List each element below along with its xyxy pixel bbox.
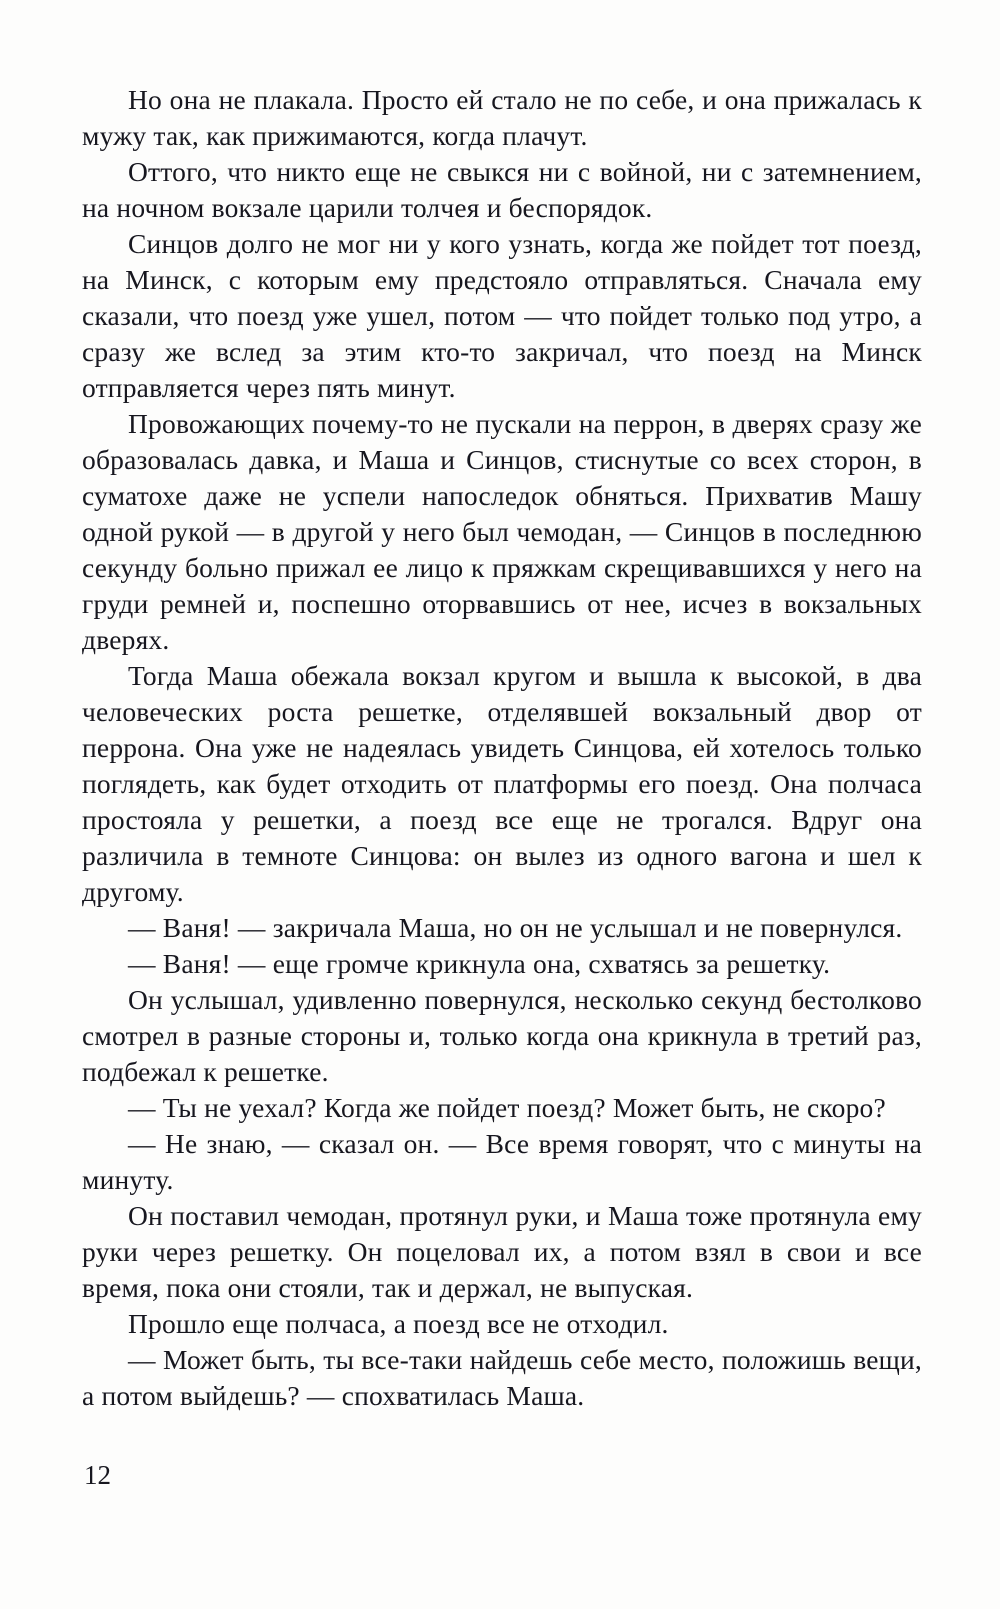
paragraph: — Ваня! — закричала Маша, но он не услышал и не повернулся.	[128, 912, 903, 943]
paragraph: Он поставил чемодан, протянул руки, и Маша тоже протянула ему руки через решетку. Он поцеловал их, а потом взял в свои и все время, пока они стояли, так и держал, не выпуская.	[82, 1200, 922, 1303]
paragraph: — Может быть, ты все-таки найдешь себе место, положишь вещи, а потом выйдешь? — спохватилась Маша.	[82, 1344, 922, 1411]
paragraph: — Ты не уехал? Когда же пойдет поезд? Может быть, не скоро?	[128, 1092, 886, 1123]
paragraph: Провожающих почему-то не пускали на перрон, в дверях сразу же образовалась давка, и Маша и Синцов, стиснутые со всех сторон, в суматохе даже не успели напоследок обняться. Прихватив Машу одной рукой — в другой у него был чемодан, — Синцов в последнюю секунду больно прижал ее лицо к пряжкам скрещивавшихся у него на груди ремней и, поспешно оторвавшись от нее, исчез в вокзальных дверях.	[82, 408, 922, 655]
paragraph: Он услышал, удивленно повернулся, несколько секунд бестолково смотрел в разные стороны и, только когда она крикнула в третий раз, подбежал к решетке.	[82, 984, 922, 1087]
paragraph: — Ваня! — еще громче крикнула она, схватясь за решетку.	[128, 948, 831, 979]
paragraph: Тогда Маша обежала вокзал кругом и вышла к высокой, в два человеческих роста решетке, отделявшей вокзальный двор от перрона. Она уже не надеялась увидеть Синцова, ей хотелось только поглядеть, как будет отходить от платформы его поезд. Она полчаса простояла у решетки, а поезд все еще не трогался. Вдруг она различила в темноте Синцова: он вылез из одного вагона и шел к другому.	[82, 660, 922, 907]
text-block	[82, 82, 922, 1414]
paragraph: Прошло еще полчаса, а поезд все не отходил.	[128, 1308, 669, 1339]
paragraph: Синцов долго не мог ни у кого узнать, когда же пойдет тот поезд, на Минск, с которым ему предстояло отправляться. Сначала ему сказали, что поезд уже ушел, потом — что пойдет только под утро, а сразу же вслед за этим кто-то закричал, что поезд на Минск отправляется через пять минут.	[82, 228, 922, 403]
paragraph: Но она не плакала. Просто ей стало не по себе, и она прижалась к мужу так, как прижимаются, когда плачут.	[82, 84, 922, 151]
paragraph: — Не знаю, — сказал он. — Все время говорят, что с минуты на минуту.	[82, 1128, 922, 1195]
page-number: 12	[84, 1460, 111, 1490]
paragraph: Оттого, что никто еще не свыкся ни с войной, ни с затемнением, на ночном вокзале царили толчея и беспорядок.	[82, 156, 922, 223]
